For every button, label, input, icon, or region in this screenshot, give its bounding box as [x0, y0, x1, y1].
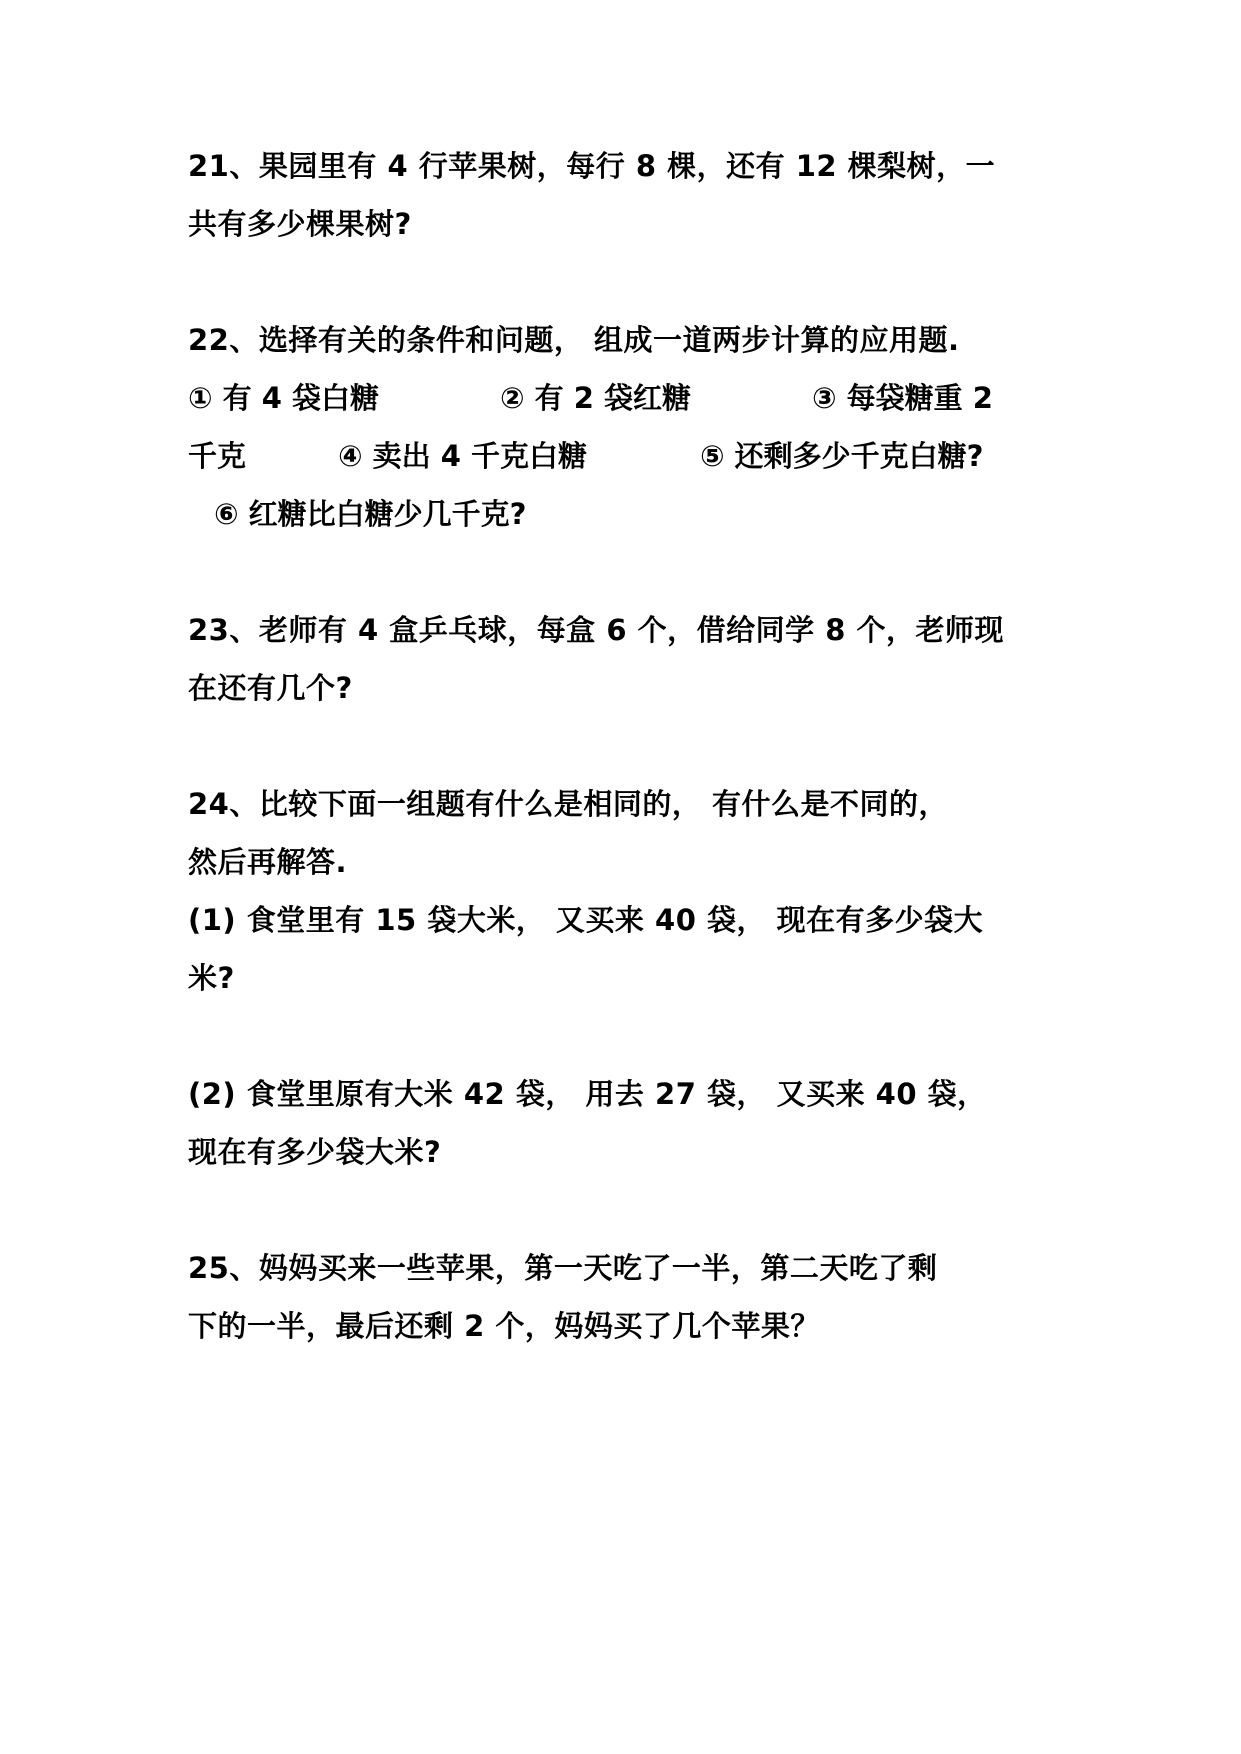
problem-23-line-1: 23、老师有 4 盒乒乓球，每盒 6 个，借给同学 8 个，老师现	[188, 613, 1004, 647]
problem-22-option-5: ⑤ 还剩多少千克白糖?	[700, 439, 984, 473]
problem-22-line-1: 22、选择有关的条件和问题， 组成一道两步计算的应用题.	[188, 323, 960, 357]
problem-24-question-1-line-2: 米?	[188, 961, 235, 995]
problem-25-line-1: 25、妈妈买来一些苹果，第一天吃了一半，第二天吃了剩	[188, 1251, 938, 1285]
problem-22-option-3: ③ 每袋糖重 2	[812, 381, 993, 415]
problem-24-question-1-line-1: (1) 食堂里有 15 袋大米， 又买来 40 袋， 现在有多少袋大	[188, 903, 984, 937]
problem-22-option-4: ④ 卖出 4 千克白糖	[338, 439, 588, 473]
problem-21-line-1: 21、果园里有 4 行苹果树，每行 8 棵，还有 12 棵梨树，一	[188, 149, 996, 183]
problem-24-line-2: 然后再解答.	[188, 845, 348, 879]
problem-25-line-2: 下的一半，最后还剩 2 个，妈妈买了几个苹果？	[188, 1309, 820, 1343]
problem-23-line-2: 在还有几个?	[188, 671, 353, 705]
problem-24-line-1: 24、比较下面一组题有什么是相同的， 有什么是不同的，	[188, 787, 948, 821]
problem-24-question-2-line-1: (2) 食堂里原有大米 42 袋， 用去 27 袋， 又买来 40 袋，	[188, 1077, 987, 1111]
problem-21-line-2: 共有多少棵果树?	[188, 207, 412, 241]
problem-22-option-6: ⑥ 红糖比白糖少几千克?	[214, 497, 527, 531]
problem-24-question-2-line-2: 现在有多少袋大米?	[188, 1135, 442, 1169]
problem-22-option-2: ② 有 2 袋红糖	[500, 381, 692, 415]
problem-22-option-1: ① 有 4 袋白糖	[188, 381, 380, 415]
problem-22-option-3-continued: 千克	[188, 439, 247, 473]
